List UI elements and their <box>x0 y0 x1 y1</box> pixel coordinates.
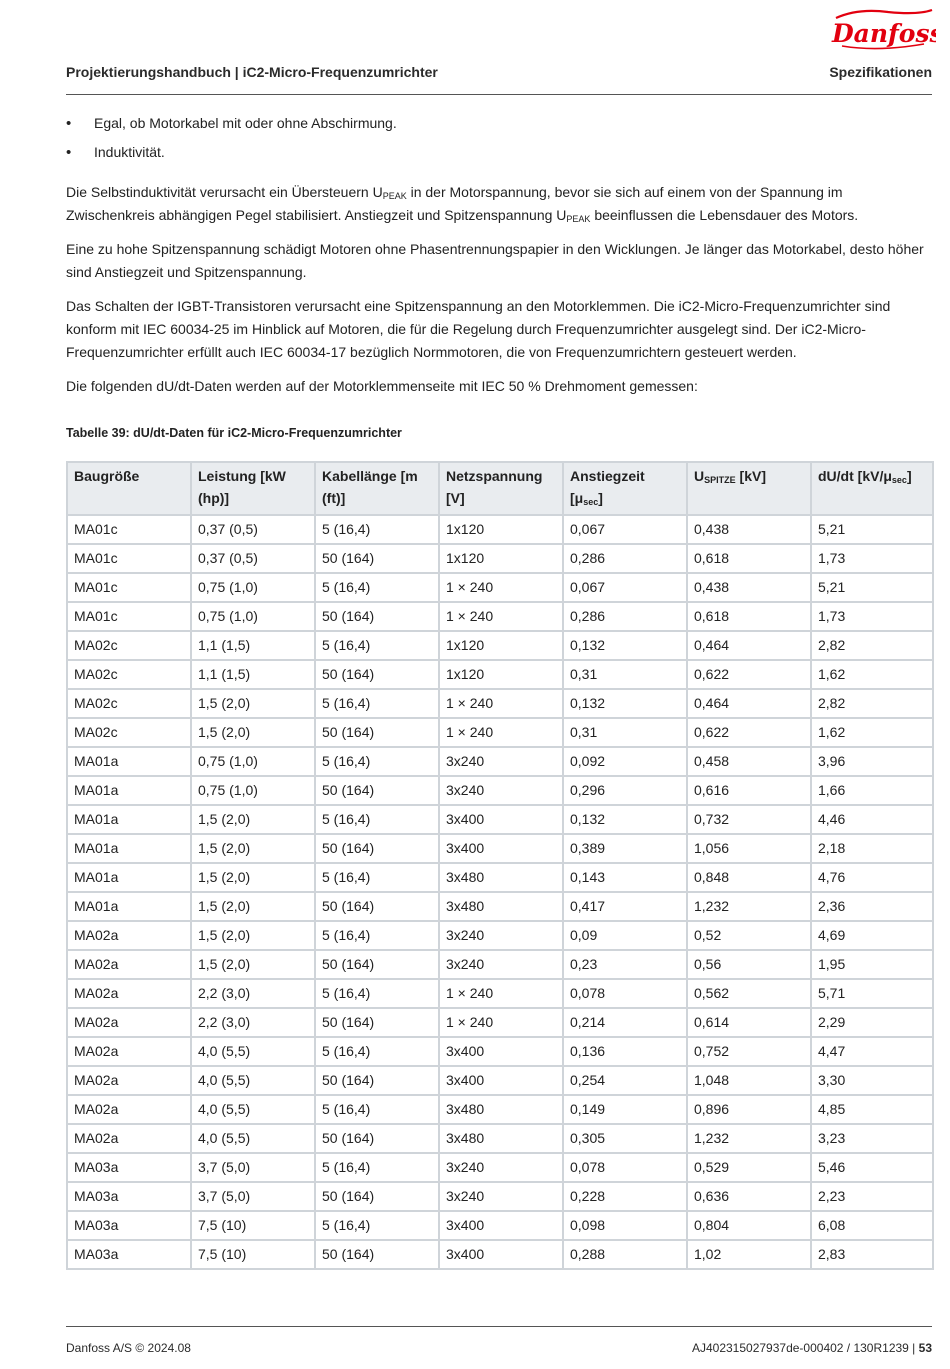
cell-dudt: 5,21 <box>811 515 933 544</box>
cell-dudt: 4,76 <box>811 863 933 892</box>
cell-dudt: 3,30 <box>811 1066 933 1095</box>
cell-dudt: 5,71 <box>811 979 933 1008</box>
cell-leistung: 1,5 (2,0) <box>191 834 315 863</box>
cell-anstiegzeit: 0,214 <box>563 1008 687 1037</box>
cell-baugroesse: MA01c <box>67 602 191 631</box>
cell-kabellaenge: 50 (164) <box>315 602 439 631</box>
cell-uspitze: 0,622 <box>687 660 811 689</box>
cell-leistung: 0,75 (1,0) <box>191 602 315 631</box>
cell-uspitze: 0,458 <box>687 747 811 776</box>
cell-uspitze: 0,804 <box>687 1211 811 1240</box>
cell-anstiegzeit: 0,143 <box>563 863 687 892</box>
cell-leistung: 1,1 (1,5) <box>191 631 315 660</box>
cell-anstiegzeit: 0,132 <box>563 689 687 718</box>
cell-baugroesse: MA01a <box>67 805 191 834</box>
cell-leistung: 1,5 (2,0) <box>191 892 315 921</box>
cell-uspitze: 0,848 <box>687 863 811 892</box>
table-body <box>67 515 933 1269</box>
paragraph-dudt-intro: Die folgenden dU/dt-Daten werden auf der Motorklemmenseite mit IEC 50 % Drehmoment gemessen: <box>66 378 698 394</box>
cell-baugroesse: MA02c <box>67 660 191 689</box>
cell-baugroesse: MA02a <box>67 1124 191 1153</box>
cell-netzspannung: 3x240 <box>439 776 563 805</box>
cell-kabellaenge: 5 (16,4) <box>315 1153 439 1182</box>
cell-dudt: 4,69 <box>811 921 933 950</box>
cell-baugroesse: MA03a <box>67 1240 191 1269</box>
cell-leistung: 2,2 (3,0) <box>191 979 315 1008</box>
header-uspitze: $U_{SPITZE}$ [kV] <box>687 462 811 515</box>
cell-leistung: 3,7 (5,0) <box>191 1153 315 1182</box>
cell-baugroesse: MA02a <box>67 1095 191 1124</box>
cell-anstiegzeit: 0,305 <box>563 1124 687 1153</box>
cell-leistung: 4,0 (5,5) <box>191 1037 315 1066</box>
cell-dudt: 1,73 <box>811 602 933 631</box>
cell-anstiegzeit: 0,31 <box>563 660 687 689</box>
cell-uspitze: 0,622 <box>687 718 811 747</box>
cell-uspitze: 0,636 <box>687 1182 811 1211</box>
cell-kabellaenge: 50 (164) <box>315 1124 439 1153</box>
cell-anstiegzeit: 0,389 <box>563 834 687 863</box>
cell-anstiegzeit: 0,092 <box>563 747 687 776</box>
cell-kabellaenge: 50 (164) <box>315 1008 439 1037</box>
cell-dudt: 4,46 <box>811 805 933 834</box>
cell-netzspannung: 3x480 <box>439 863 563 892</box>
table-caption: Tabelle 39: dU/dt-Daten für iC2-Micro-Frequenzumrichter <box>66 426 402 440</box>
table-row <box>67 515 933 544</box>
cell-kabellaenge: 50 (164) <box>315 1182 439 1211</box>
cell-netzspannung: 3x400 <box>439 1211 563 1240</box>
cell-uspitze: 0,56 <box>687 950 811 979</box>
table-row <box>67 660 933 689</box>
cell-kabellaenge: 50 (164) <box>315 892 439 921</box>
cell-netzspannung: 1 × 240 <box>439 602 563 631</box>
cell-netzspannung: 3x240 <box>439 1153 563 1182</box>
cell-baugroesse: MA01a <box>67 834 191 863</box>
cell-netzspannung: 1 × 240 <box>439 718 563 747</box>
cell-anstiegzeit: 0,31 <box>563 718 687 747</box>
cell-leistung: 0,37 (0,5) <box>191 515 315 544</box>
cell-baugroesse: MA03a <box>67 1211 191 1240</box>
cell-anstiegzeit: 0,296 <box>563 776 687 805</box>
header-leistung: Leistung [kW (hp)] <box>191 462 315 515</box>
table-row <box>67 1037 933 1066</box>
page-header <box>66 60 932 95</box>
cell-anstiegzeit: 0,286 <box>563 602 687 631</box>
cell-baugroesse: MA02c <box>67 631 191 660</box>
cell-netzspannung: 3x240 <box>439 950 563 979</box>
table-row <box>67 1182 933 1211</box>
cell-dudt: 2,23 <box>811 1182 933 1211</box>
cell-uspitze: 0,616 <box>687 776 811 805</box>
cell-dudt: 5,46 <box>811 1153 933 1182</box>
cell-uspitze: 0,732 <box>687 805 811 834</box>
cell-uspitze: 0,529 <box>687 1153 811 1182</box>
cell-anstiegzeit: 0,078 <box>563 979 687 1008</box>
danfoss-logo <box>828 6 936 52</box>
cell-uspitze: 0,752 <box>687 1037 811 1066</box>
cell-kabellaenge: 5 (16,4) <box>315 515 439 544</box>
cell-baugroesse: MA02a <box>67 921 191 950</box>
cell-uspitze: 1,048 <box>687 1066 811 1095</box>
cell-kabellaenge: 50 (164) <box>315 1240 439 1269</box>
cell-kabellaenge: 50 (164) <box>315 1066 439 1095</box>
cell-leistung: 4,0 (5,5) <box>191 1066 315 1095</box>
cell-dudt: 4,85 <box>811 1095 933 1124</box>
cell-baugroesse: MA01a <box>67 892 191 921</box>
cell-leistung: 7,5 (10) <box>191 1240 315 1269</box>
cell-dudt: 2,83 <box>811 1240 933 1269</box>
cell-uspitze: 1,02 <box>687 1240 811 1269</box>
cell-uspitze: 0,618 <box>687 544 811 573</box>
cell-leistung: 7,5 (10) <box>191 1211 315 1240</box>
cell-uspitze: 1,056 <box>687 834 811 863</box>
table-row <box>67 805 933 834</box>
cell-baugroesse: MA02c <box>67 689 191 718</box>
header-anstiegzeit: Anstiegzeit $[\mu_{sec}]$ <box>563 462 687 515</box>
cell-baugroesse: MA03a <box>67 1182 191 1211</box>
cell-kabellaenge: 5 (16,4) <box>315 689 439 718</box>
table-row <box>67 834 933 863</box>
table-row <box>67 718 933 747</box>
cell-uspitze: 0,896 <box>687 1095 811 1124</box>
cell-leistung: 4,0 (5,5) <box>191 1124 315 1153</box>
table-row <box>67 689 933 718</box>
cell-dudt: 2,82 <box>811 631 933 660</box>
cell-netzspannung: 1x120 <box>439 544 563 573</box>
cell-leistung: 4,0 (5,5) <box>191 1095 315 1124</box>
cell-uspitze: 1,232 <box>687 892 811 921</box>
cell-kabellaenge: 5 (16,4) <box>315 805 439 834</box>
cell-kabellaenge: 5 (16,4) <box>315 1095 439 1124</box>
cell-kabellaenge: 5 (16,4) <box>315 1037 439 1066</box>
cell-leistung: 1,1 (1,5) <box>191 660 315 689</box>
cell-baugroesse: MA01a <box>67 747 191 776</box>
cell-leistung: 1,5 (2,0) <box>191 921 315 950</box>
cell-kabellaenge: 50 (164) <box>315 718 439 747</box>
cell-uspitze: 0,614 <box>687 1008 811 1037</box>
cell-anstiegzeit: 0,132 <box>563 631 687 660</box>
table-row <box>67 950 933 979</box>
cell-dudt: 4,47 <box>811 1037 933 1066</box>
section-title: Spezifikationen <box>829 64 932 80</box>
cell-leistung: 0,75 (1,0) <box>191 573 315 602</box>
table-row <box>67 544 933 573</box>
dudt-table <box>66 461 934 1270</box>
cell-kabellaenge: 5 (16,4) <box>315 979 439 1008</box>
cell-leistung: 1,5 (2,0) <box>191 863 315 892</box>
cell-baugroesse: MA01c <box>67 573 191 602</box>
cell-netzspannung: 3x240 <box>439 747 563 776</box>
cell-netzspannung: 3x480 <box>439 892 563 921</box>
paragraph-self-inductance: Die Selbstinduktivität verursacht ein Übersteuern $U_{PEAK}$ in der Motorspannung, bevor sie sich auf einem von der Spannung im Zwischenkreis abhängigen Pegel stabilisiert. Anstiegzeit und Spitzenspannung $U_{PEAK}$ beeinflussen die Lebensdauer des Motors. <box>66 184 859 224</box>
cell-kabellaenge: 50 (164) <box>315 776 439 805</box>
cell-baugroesse: MA01c <box>67 515 191 544</box>
cell-anstiegzeit: 0,09 <box>563 921 687 950</box>
footer-doc-ref: AJ402315027937de-000402 / 130R1239 | 53 <box>691 1341 932 1355</box>
table-row <box>67 1211 933 1240</box>
table-row <box>67 602 933 631</box>
cell-kabellaenge: 5 (16,4) <box>315 863 439 892</box>
cell-netzspannung: 3x400 <box>439 805 563 834</box>
cell-baugroesse: MA02a <box>67 1008 191 1037</box>
cell-dudt: 3,23 <box>811 1124 933 1153</box>
header-dudt: dU/dt $[kV/\mu_{sec}]$ <box>811 462 933 515</box>
cell-uspitze: 0,52 <box>687 921 811 950</box>
table-row <box>67 921 933 950</box>
cell-netzspannung: 1 × 240 <box>439 573 563 602</box>
cell-baugroesse: MA02a <box>67 950 191 979</box>
cell-leistung: 2,2 (3,0) <box>191 1008 315 1037</box>
table-row <box>67 1095 933 1124</box>
cell-netzspannung: 1x120 <box>439 660 563 689</box>
cell-uspitze: 0,562 <box>687 979 811 1008</box>
cell-dudt: 2,29 <box>811 1008 933 1037</box>
cell-anstiegzeit: 0,228 <box>563 1182 687 1211</box>
cell-anstiegzeit: 0,078 <box>563 1153 687 1182</box>
cell-netzspannung: 1 × 240 <box>439 689 563 718</box>
table-row <box>67 1008 933 1037</box>
cell-anstiegzeit: 0,254 <box>563 1066 687 1095</box>
cell-netzspannung: 1 × 240 <box>439 979 563 1008</box>
table-row <box>67 747 933 776</box>
cell-netzspannung: 3x240 <box>439 921 563 950</box>
cell-dudt: 1,73 <box>811 544 933 573</box>
cell-anstiegzeit: 0,417 <box>563 892 687 921</box>
cell-uspitze: 0,438 <box>687 573 811 602</box>
table-header-row <box>67 462 933 515</box>
cell-dudt: 6,08 <box>811 1211 933 1240</box>
cell-baugroesse: MA02c <box>67 718 191 747</box>
cell-uspitze: 0,618 <box>687 602 811 631</box>
cell-baugroesse: MA02a <box>67 979 191 1008</box>
cell-netzspannung: 3x480 <box>439 1095 563 1124</box>
paragraph-peak-voltage: Eine zu hohe Spitzenspannung schädigt Motoren ohne Phasentrennungspapier in den Wicklungen. Je länger das Motorkabel, desto höher sind Anstiegzeit und Spitzenspannung. <box>66 241 924 280</box>
cell-anstiegzeit: 0,067 <box>563 515 687 544</box>
bullet-list <box>66 112 932 164</box>
cell-anstiegzeit: 0,23 <box>563 950 687 979</box>
footer-company: Danfoss A/S © 2024.08 <box>66 1341 191 1355</box>
cell-uspitze: 1,232 <box>687 1124 811 1153</box>
table-row <box>67 863 933 892</box>
table-row <box>67 573 933 602</box>
page-number: 53 <box>918 1341 932 1355</box>
cell-kabellaenge: 5 (16,4) <box>315 1211 439 1240</box>
cell-netzspannung: 3x400 <box>439 834 563 863</box>
cell-netzspannung: 3x240 <box>439 1182 563 1211</box>
cell-baugroesse: MA02a <box>67 1037 191 1066</box>
cell-leistung: 1,5 (2,0) <box>191 718 315 747</box>
table-row <box>67 1240 933 1269</box>
cell-leistung: 0,37 (0,5) <box>191 544 315 573</box>
cell-leistung: 1,5 (2,0) <box>191 805 315 834</box>
header-baugroesse: Baugröße <box>67 462 191 515</box>
cell-baugroesse: MA03a <box>67 1153 191 1182</box>
table-row <box>67 892 933 921</box>
cell-leistung: 0,75 (1,0) <box>191 776 315 805</box>
header-netzspannung: Netzspannung [V] <box>439 462 563 515</box>
table-row <box>67 631 933 660</box>
cell-dudt: 3,96 <box>811 747 933 776</box>
cell-uspitze: 0,464 <box>687 631 811 660</box>
cell-dudt: 2,36 <box>811 892 933 921</box>
cell-netzspannung: 1x120 <box>439 515 563 544</box>
cell-kabellaenge: 50 (164) <box>315 660 439 689</box>
cell-baugroesse: MA01a <box>67 776 191 805</box>
cell-baugroesse: MA01c <box>67 544 191 573</box>
table-row <box>67 979 933 1008</box>
cell-leistung: 3,7 (5,0) <box>191 1182 315 1211</box>
header-kabellaenge: Kabellänge [m (ft)] <box>315 462 439 515</box>
cell-kabellaenge: 5 (16,4) <box>315 921 439 950</box>
cell-kabellaenge: 50 (164) <box>315 834 439 863</box>
table-row <box>67 1124 933 1153</box>
cell-uspitze: 0,464 <box>687 689 811 718</box>
table-row <box>67 776 933 805</box>
doc-title: Projektierungshandbuch | iC2-Micro-Frequenzumrichter <box>66 64 438 80</box>
cell-kabellaenge: 5 (16,4) <box>315 631 439 660</box>
list-item: • Induktivität. <box>66 141 932 164</box>
svg-text:Danfoss: Danfoss <box>832 19 936 48</box>
cell-dudt: 1,95 <box>811 950 933 979</box>
page-content <box>66 112 932 1270</box>
cell-anstiegzeit: 0,149 <box>563 1095 687 1124</box>
cell-anstiegzeit: 0,098 <box>563 1211 687 1240</box>
paragraph-igbt: Das Schalten der IGBT-Transistoren verursacht eine Spitzenspannung an den Motorklemmen. Die iC2-Micro-Frequenzumrichter sind konform mit IEC 60034-25 im Hinblick auf Motoren, die für die Regelung durch Frequenzumrichter ausgelegt sind. Der iC2-Micro-Frequenzumrichter erfüllt auch IEC 60034-17 bezüglich Normmotoren, die von Frequenzumrichtern gesteuert werden. <box>66 298 891 360</box>
cell-kabellaenge: 50 (164) <box>315 544 439 573</box>
cell-netzspannung: 3x400 <box>439 1066 563 1095</box>
list-item: • Egal, ob Motorkabel mit oder ohne Abschirmung. <box>66 112 932 135</box>
cell-netzspannung: 3x480 <box>439 1124 563 1153</box>
cell-anstiegzeit: 0,067 <box>563 573 687 602</box>
cell-netzspannung: 1 × 240 <box>439 1008 563 1037</box>
cell-kabellaenge: 5 (16,4) <box>315 573 439 602</box>
cell-anstiegzeit: 0,136 <box>563 1037 687 1066</box>
cell-kabellaenge: 50 (164) <box>315 950 439 979</box>
table-row <box>67 1066 933 1095</box>
cell-dudt: 1,62 <box>811 718 933 747</box>
cell-dudt: 2,18 <box>811 834 933 863</box>
cell-dudt: 5,21 <box>811 573 933 602</box>
cell-anstiegzeit: 0,288 <box>563 1240 687 1269</box>
cell-netzspannung: 3x400 <box>439 1240 563 1269</box>
cell-baugroesse: MA02a <box>67 1066 191 1095</box>
table-row <box>67 1153 933 1182</box>
cell-uspitze: 0,438 <box>687 515 811 544</box>
cell-netzspannung: 1x120 <box>439 631 563 660</box>
cell-leistung: 0,75 (1,0) <box>191 747 315 776</box>
cell-anstiegzeit: 0,286 <box>563 544 687 573</box>
cell-leistung: 1,5 (2,0) <box>191 950 315 979</box>
cell-dudt: 2,82 <box>811 689 933 718</box>
cell-leistung: 1,5 (2,0) <box>191 689 315 718</box>
cell-netzspannung: 3x400 <box>439 1037 563 1066</box>
page-footer <box>66 1326 932 1355</box>
cell-dudt: 1,66 <box>811 776 933 805</box>
cell-kabellaenge: 5 (16,4) <box>315 747 439 776</box>
cell-anstiegzeit: 0,132 <box>563 805 687 834</box>
cell-dudt: 1,62 <box>811 660 933 689</box>
cell-baugroesse: MA01a <box>67 863 191 892</box>
